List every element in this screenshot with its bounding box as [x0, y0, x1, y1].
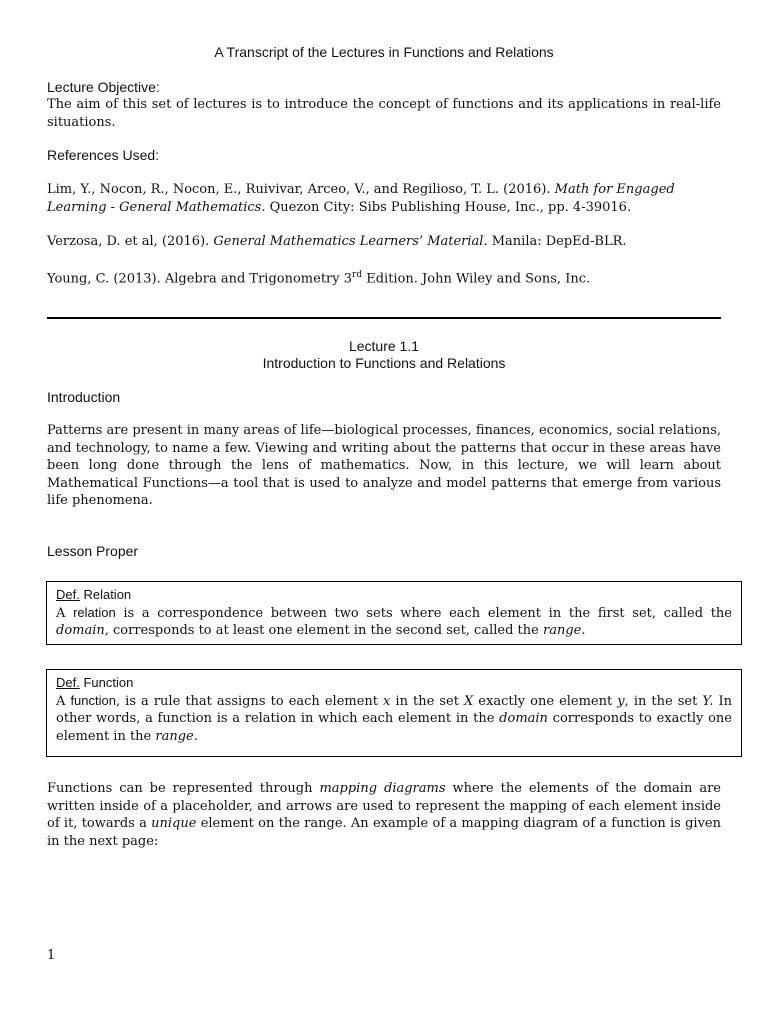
lecture-subtitle: Introduction to Functions and Relations [262, 355, 506, 371]
def-label: Def. [56, 675, 80, 690]
definition-function-text: A function, is a rule that assigns to each element x in the set X exactly one element y, in the set Y. In other words, a function is a relation in which each element in the domain corresponds to exactly one element in the range. [56, 692, 732, 744]
introduction-heading: Introduction [47, 389, 121, 405]
definition-relation-box [46, 581, 742, 645]
def-name: Function [79, 675, 134, 690]
def-name: Relation [79, 587, 132, 602]
references-heading: References Used: [47, 147, 160, 163]
document-title: A Transcript of the Lectures in Functions and Relations [214, 44, 554, 60]
horizontal-rule [47, 317, 721, 319]
definition-relation-text: A relation is a correspondence between two sets where each element in the first set, called the domain, corresponds to at least one element in the second set, called the range. [56, 604, 732, 638]
mapping-paragraph: Functions can be represented through mapping diagrams where the elements of the domain are written inside of a placeholder, and arrows are used to represent the mapping of each element inside of it, towards a unique element on the range. An example of a mapping diagram of a function is given in the next page: [47, 781, 721, 849]
lecture-number: Lecture 1.1 [348, 338, 420, 354]
objective-text: The aim of this set of lectures is to introduce the concept of functions and its applications in real-life situations. [47, 97, 721, 130]
definition-function-box [46, 669, 742, 757]
objective-heading: Lecture Objective: [47, 79, 160, 95]
page-number: 1 [47, 948, 56, 963]
reference-item: Verzosa, D. et al, (2016). General Mathematics Learners’ Material. Manila: DepEd-BLR. [47, 234, 627, 249]
def-label: Def. [56, 587, 80, 602]
lesson-heading: Lesson Proper [47, 543, 139, 559]
introduction-text: Patterns are present in many areas of life—biological processes, finances, economics, social relations, and technology, to name a few. Viewing and writing about the patterns that occur in these areas have been long done through the lens of mathematics. Now, in this lecture, we will learn about Mathematical Functions—a tool that is used to analyze and model patterns that emerge from various life phenomena. [47, 423, 721, 508]
reference-item: Lim, Y., Nocon, R., Nocon, E., Ruivivar, Arceo, V., and Regilioso, T. L. (2016). Math for Engaged Learning - General Mathematics. Quezon City: Sibs Publishing House, Inc., pp. 4-39016. [47, 182, 675, 215]
reference-item: Young, C. (2013). Algebra and Trigonometry 3rd Edition. John Wiley and Sons, Inc. [47, 270, 591, 287]
